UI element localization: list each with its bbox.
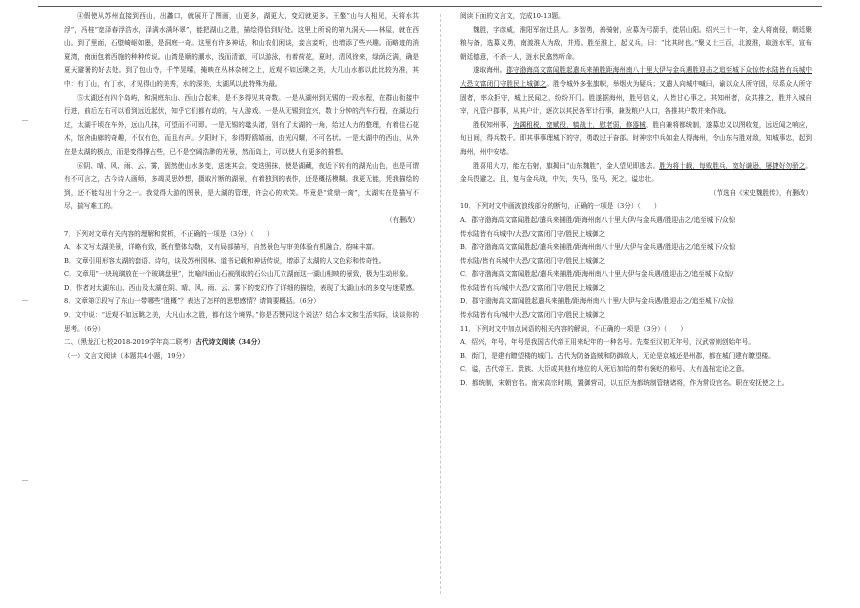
text2-prefix: 遂取海州。 — [473, 66, 507, 75]
classical-text-paragraph-4 — [460, 160, 812, 187]
passage-paragraph-4: ④假使从苏州直接到西山，出蠡口，就展开了图画，山更多，湖更大，变幻就更多。王鏊“山与人相见，天将水共浮”，冯桂“宽泽春浮浩水，泽满水满环翠”，能把湖山之胜，描绘得恰到好处。这里上所说的第九洞天——林屋，就在西山。到了里面，石壁崎岖如墨，是洞庭一奇。这里有许多神话，和山农们闲谈，妾言妾听，也增添了些兴趣。而略迹的消夏湾，南面包着西施的种种传说。山湾是顺的潮水，浅而清澈，可以游泳，有着荷花，夏时，清风徐来，绿荫泛满，确是夏天避暑的好去处。到了包山寺，千竿晃嗦，掩映在丛林杂树之上，近观不如远眺之美，大几山水都以此比较为准，其中：有丁山，有丁水，才见得山的美秀，水的深美，太湖风以此特殊为最。 — [64, 12, 419, 88]
classical-text-paragraph-3 — [460, 119, 812, 160]
question-10-option-b-line1: B．郡守渤海高文富闻胜起/遣兵来捕胜/距海州南八十里/大伊与金兵遇/胜迎击之/追至城下/众惊 — [460, 243, 736, 252]
question-8: 8．文章第②段写了东山一带哪些“胜概”？表达了怎样的思想感情？请简要概括。（6分） — [64, 297, 320, 306]
text3-underline: 为蠲租税，宽赋役，犒战士，慰老弱，修器械 — [512, 120, 646, 129]
section-2-subheading: （一）文言文阅读（本题共4小题，19分） — [64, 351, 189, 360]
classical-text-paragraph-1: 魏胜，字彦威，淮阳军宿迁县人。多智勇，善骑射，应募为弓箭手，徙居山阳。绍兴三十一年，金人将南侵，朝廷聚粮与备，选募义勇，南渡淮人为敌，并焉。胜至淮上，起义兵，曰：“比其时也。”聚义士三百，北渡淮，取涟水军，宣布朝廷德意，不杀一人，涟水民翕然听命。 — [460, 25, 812, 61]
question-10-option-a-line1: A．郡守渤海高文富闻胜起/遣兵来捕胜/距海州南八十里大伊/与金兵遇/胜迎击之/追至城下/众惊 — [460, 215, 736, 224]
reading-intro: 阅读下面的文言文，完成10-13题。 — [460, 12, 565, 20]
wavy-underline-passage: 郡守渤海高文富闻胜起遣兵来捕胜距海州南八十里大伊与金兵遇胜迎击之追至城下众惊传水陆皆有兵城中大恐文富闭门守胜民上城御之 — [460, 66, 813, 88]
passage-source-note: （有删改） — [386, 215, 419, 224]
text2-rest: 。胜令城外多张旗帜，举烟火为疑兵；又遣人向城中喊曰，谕以众人所守固，尽系众人所守固者，率众拒守，城上民闻之，纷纷开门。胜遂据海州，胜号信义，人皆甘心事之。其知州者，众共推之，胜并入城自宰，凡管户郡事，从其户计，逐次以其民各军计行事，兼发粮户人口，各推其户数并来作战。 — [460, 79, 813, 116]
section-2-heading — [64, 336, 419, 350]
question-7: 7．下列对文章有关内容的理解和赏析，不正确的一项是（3分）（ ） — [64, 229, 274, 238]
question-11-option-a: A．绍兴，年号，年号是我国古代帝王用来纪年的一种名号。先秦至汉初无年号，汉武帝则创始年号。 — [460, 338, 755, 347]
question-10-option-c-line1: C．郡守渤海高文富闻胜起/遣兵来捕胜/距海州南八十里大伊与金兵遇/胜迎击之/追至城下众惊/ — [460, 270, 734, 279]
question-10-option-c-line2: 传水陆皆有兵/城中大恐/文富闭门守/胜民上城御之 — [460, 283, 606, 292]
question-10-option-b-line2: 传水陆/皆有兵城中大恐/文富闭门守/胜民上城御之 — [460, 256, 606, 265]
section-2-prefix: 二、（黑龙江七校2018-2019学年高二联考） — [64, 338, 196, 347]
question-10-option-d-line2: 传水陆皆有兵/城中大恐/文富闭门守/胜民上城御之 — [460, 311, 606, 320]
question-10-option-a-line2: 传水陆皆有兵城中/大恐/文富闭门守/胜民上城御之 — [460, 229, 606, 238]
right-column — [460, 10, 812, 602]
question-7-option-d: D．作者对太湖东山、西山及太湖在阴、晴、风、雨、云、雾下的变幻作了详细的描绘，表现了太湖山水的多变与迷蒙感。 — [64, 283, 419, 292]
binding-mark — [22, 300, 28, 301]
classical-text-paragraph-2 — [460, 64, 812, 118]
question-11-option-d: D．都统制，宋朝官名。南宋高宗时期，置御营司，以五臣为都统制管辖诸将，作为常设官名。职在安抚使之上。 — [460, 379, 789, 388]
column-divider — [440, 14, 441, 594]
binding-mark — [22, 120, 28, 121]
text3-start: 胜权知州事， — [473, 120, 513, 129]
text4-end: 。金兵畏避之。且，复与金兵战，中矢，失马，坠马，死之，谥忠壮。 — [460, 161, 812, 184]
question-7-option-a: A．本文写太湖美景，详略有致，既有整体勾勒，又有局部描写，自然景色与审美体验有机融合，韵味丰富。 — [64, 243, 379, 252]
question-7-option-c: C．文章用“一块琉璃放在一个玻璃盘里”，比喻四面山石被削取的石公山兀立湖面这一湖山相映的景致，极为生动形象。 — [64, 270, 413, 279]
question-11-option-b: B．街门，是建有瞭望楼的城门。古代为防备盗贼和防御敌人，无论是京城还是州郡，都在城门建有瞭望楼。 — [460, 351, 775, 360]
question-11: 11．下列对文中加点词语的相关内容的解说，不正确的一项是（3分）（ ） — [460, 324, 687, 333]
left-column — [64, 10, 419, 602]
question-11-option-c: C．谥，古代帝王、贵族、大臣或其他有地位的人死后加给的带有褒贬的称号。大有盖棺定论之意。 — [460, 365, 749, 374]
classical-source-note: （节选自《宋史魏胜传》，有删改） — [709, 188, 812, 197]
binding-mark — [22, 480, 28, 481]
page-top-rule — [38, 6, 822, 7]
text4-start: 胜喜用大刀，能左右射，旗揭曰“山东魏胜”，金人望见即逃去。 — [473, 161, 660, 170]
question-10: 10．下列对文中画波浪线部分的断句，正确的一项是（3分）（ ） — [460, 202, 661, 211]
question-7-option-b: B．文章引用形容太湖的套语、诗句，谈及苏州园林、道书记载和神话传说，增添了太湖的人文色彩和传奇性。 — [64, 256, 386, 265]
text4-underline: 胜为将十载，每败胜兵，宽好谦逊，屡捷好勿骄之 — [659, 161, 806, 170]
question-9: 9．文中说：“近观不如远眺之美，大凡山水之胜，都有这个境界。”你是否赞同这个说法？结合本文和生活实际，谈谈你的思考。（6分） — [64, 311, 419, 333]
section-2-title: 古代诗文阅读（34分） — [195, 338, 264, 347]
passage-paragraph-5: ⑤太湖还有四个岛屿，和洞庭东山、西山合起来，是不多得见其奇数。一是从湖州到无锡的一段水程，在群山衔接中行进，前后左右可以看到远近起伏，知乎它们都有动的，与人游戏。一是从无锡到宜兴，数十分钟的汽车行程，在湖边行过，太湖千顷在车外，远山几抹，可望而不可即。一是无锡的鼋头渚，别有了太湖的一角，给过人力的整理，有着佳石花木，馆舍曲廊的奇趣，不仅有色，而且有声。夕阳时下，参得野鸥嬉面，由光闪耀，不可名状。一是太湖中的西山，从外在是太湖的极点，而是变得撑占些，已不是空阔浩渺的光景，然而岛上，可以使人有更多的推想。 — [64, 93, 419, 156]
text3-mid: ，胜自兼将都统制，遂募忠义以图收复，远近闻之响应，旬日间，得兵数千。即其事事理城下的守，勇敢过于奋部。时神宗中兵如金人得海州，令山东与胜对敌，知城事忠，起到海州，州中安堵。 — [460, 120, 813, 156]
question-10-option-d-line1: D．郡守渤海高文富闻胜起遣兵来捕胜/距海州南八十里/大伊与金兵遇/胜迎击之/追至城下/众惊 — [460, 297, 734, 306]
passage-paragraph-6: ⑥阴、晴、风、雨、云、雾，固然使山水多变，送迷其会，变迭照抹，使是湖藏，夜近下转有的湖光山色，也是可谓有不可言之，古今诗人画师，多竭灵思妙想，摄取片断的湖景，有着独到的表作，还是概括模糊。我更无能，凭我描绘的到，还不能勾出十分之一。我觉得大游的图景，是大湖的管理，许会心的欢笑。毕竟是“赏鼎一脔”，太湖实在是描写不尽，揣写难工的。 — [64, 161, 419, 211]
